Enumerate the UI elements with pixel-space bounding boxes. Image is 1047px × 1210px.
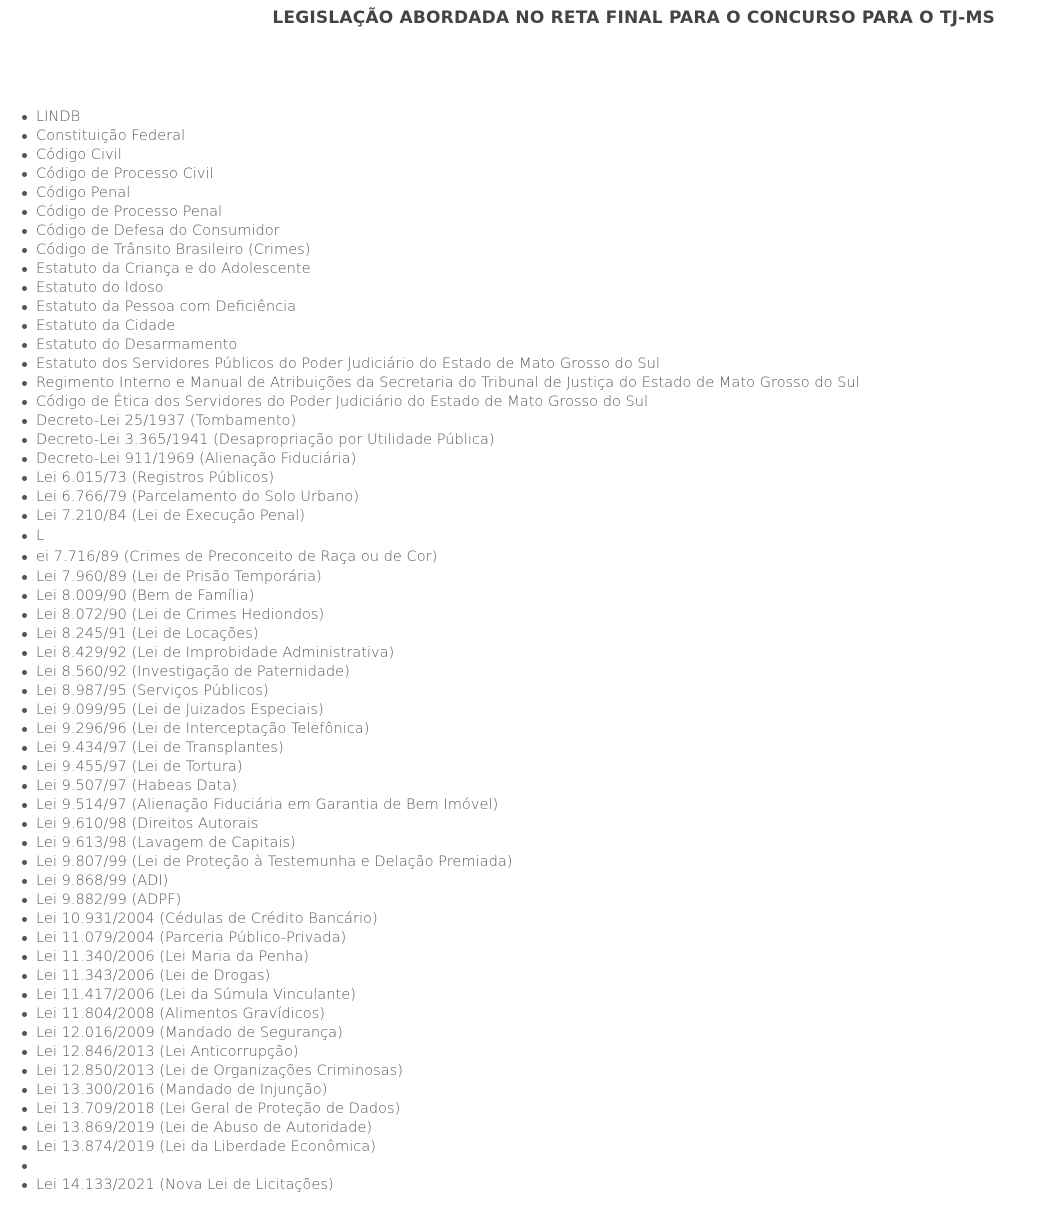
list-item: Lei 8.072/90 (Lei de Crimes Hediondos) xyxy=(21,605,860,624)
list-item: Lei 7.210/84 (Lei de Execução Penal) xyxy=(21,506,860,525)
list-item: Lei 11.079/2004 (Parceria Público-Privada) xyxy=(21,928,860,947)
list-item: Código de Processo Civil xyxy=(21,164,860,183)
list-item: Lei 8.429/92 (Lei de Improbidade Administrativa) xyxy=(21,643,860,662)
list-item: Estatuto do Desarmamento xyxy=(21,335,860,354)
list-item: Lei 9.514/97 (Alienação Fiduciária em Garantia de Bem Imóvel) xyxy=(21,795,860,814)
list-item: LINDB xyxy=(21,107,860,126)
list-item: Código de Defesa do Consumidor xyxy=(21,221,860,240)
list-item: Estatuto da Criança e do Adolescente xyxy=(21,259,860,278)
list-item: Lei 14.133/2021 (Nova Lei de Licitações) xyxy=(21,1175,860,1194)
list-item: Lei 9.868/99 (ADI) xyxy=(21,871,860,890)
list-item: Lei 13.874/2019 (Lei da Liberdade Econômica) xyxy=(21,1137,860,1156)
list-item: L xyxy=(21,525,860,546)
list-item: Lei 9.434/97 (Lei de Transplantes) xyxy=(21,738,860,757)
list-item: Estatuto do Idoso xyxy=(21,278,860,297)
page-title: LEGISLAÇÃO ABORDADA NO RETA FINAL PARA O CONCURSO PARA O TJ-MS xyxy=(272,8,995,28)
list-item: Lei 8.245/91 (Lei de Locações) xyxy=(21,624,860,643)
list-item: Lei 8.560/92 (Investigação de Paternidade) xyxy=(21,662,860,681)
list-item: Lei 9.296/96 (Lei de Interceptação Telefônica) xyxy=(21,719,860,738)
list-item: Código de Ética dos Servidores do Poder Judiciário do Estado de Mato Grosso do Sul xyxy=(21,392,860,411)
list-item: Lei 8.987/95 (Serviços Públicos) xyxy=(21,681,860,700)
list-item: Lei 12.846/2013 (Lei Anticorrupção) xyxy=(21,1042,860,1061)
list-item: Lei 12.850/2013 (Lei de Organizações Criminosas) xyxy=(21,1061,860,1080)
list-item: Lei 9.455/97 (Lei de Tortura) xyxy=(21,757,860,776)
list-item: Lei 13.300/2016 (Mandado de Injunção) xyxy=(21,1080,860,1099)
legislation-list xyxy=(21,107,860,1194)
list-item: Código Civil xyxy=(21,145,860,164)
list-item: Lei 9.807/99 (Lei de Proteção à Testemunha e Delação Premiada) xyxy=(21,852,860,871)
list-item: Lei 10.931/2004 (Cédulas de Crédito Bancário) xyxy=(21,909,860,928)
list-item: Estatuto da Pessoa com Deficiência xyxy=(21,297,860,316)
list-item: ei 7.716/89 (Crimes de Preconceito de Raça ou de Cor) xyxy=(21,546,860,567)
list-item: Lei 13.869/2019 (Lei de Abuso de Autoridade) xyxy=(21,1118,860,1137)
list-item: Estatuto da Cidade xyxy=(21,316,860,335)
list-item: Lei 11.804/2008 (Alimentos Gravídicos) xyxy=(21,1004,860,1023)
list-item: Regimento Interno e Manual de Atribuições da Secretaria do Tribunal de Justiça do Estado de Mato Grosso do Sul xyxy=(21,373,860,392)
list-item: Lei 9.507/97 (Habeas Data) xyxy=(21,776,860,795)
list-item: Código de Processo Penal xyxy=(21,202,860,221)
list-item: Código Penal xyxy=(21,183,860,202)
list-item: Código de Trânsito Brasileiro (Crimes) xyxy=(21,240,860,259)
list-item: Decreto-Lei 3.365/1941 (Desapropriação por Utilidade Pública) xyxy=(21,430,860,449)
list-item: Lei 7.960/89 (Lei de Prisão Temporária) xyxy=(21,567,860,586)
list-item: Lei 6.015/73 (Registros Públicos) xyxy=(21,468,860,487)
list-item: Constituição Federal xyxy=(21,126,860,145)
list-item: Lei 12.016/2009 (Mandado de Segurança) xyxy=(21,1023,860,1042)
list-item: Decreto-Lei 25/1937 (Tombamento) xyxy=(21,411,860,430)
list-item: Lei 11.417/2006 (Lei da Súmula Vinculante) xyxy=(21,985,860,1004)
list-item: Lei 11.340/2006 (Lei Maria da Penha) xyxy=(21,947,860,966)
list-item: Estatuto dos Servidores Públicos do Poder Judiciário do Estado de Mato Grosso do Sul xyxy=(21,354,860,373)
list-item: Lei 11.343/2006 (Lei de Drogas) xyxy=(21,966,860,985)
list-item: Lei 9.610/98 (Direitos Autorais xyxy=(21,814,860,833)
list-item: Lei 13.709/2018 (Lei Geral de Proteção de Dados) xyxy=(21,1099,860,1118)
list-item: Lei 8.009/90 (Bem de Família) xyxy=(21,586,860,605)
list-item: Lei 9.099/95 (Lei de Juizados Especiais) xyxy=(21,700,860,719)
list-item: Lei 9.613/98 (Lavagem de Capitais) xyxy=(21,833,860,852)
list-item xyxy=(21,1156,860,1175)
list-item: Decreto-Lei 911/1969 (Alienação Fiduciária) xyxy=(21,449,860,468)
list-item: Lei 9.882/99 (ADPF) xyxy=(21,890,860,909)
list-item: Lei 6.766/79 (Parcelamento do Solo Urbano) xyxy=(21,487,860,506)
